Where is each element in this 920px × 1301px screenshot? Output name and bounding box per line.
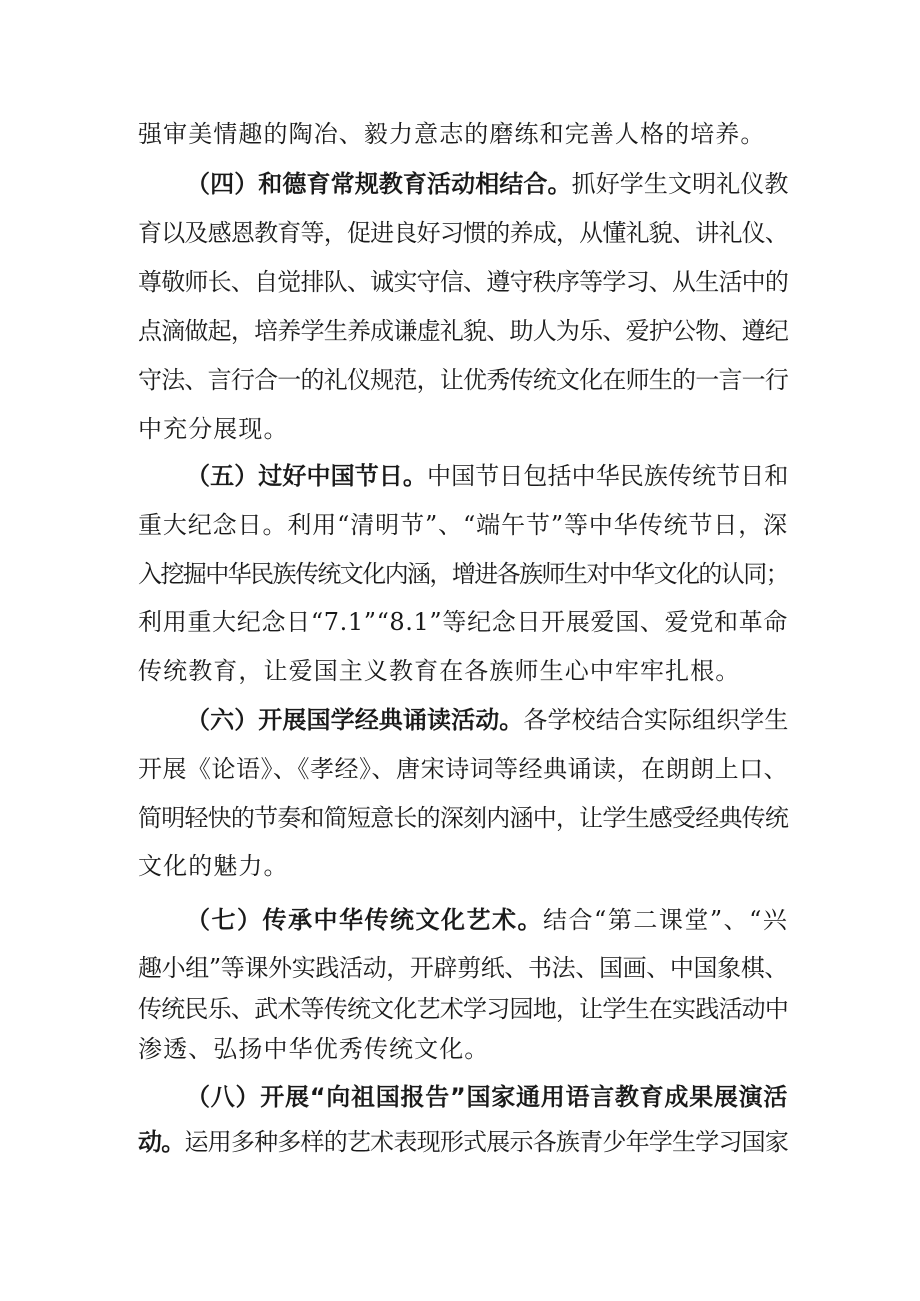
section-six-title: （六）开展国学经典诵读活动。 — [186, 706, 524, 734]
section-five-title: （五）过好中国节日。 — [186, 462, 427, 490]
section-eight-title: （八）开展“向祖国报告”国家通用语言教育成果展演活 — [186, 1083, 788, 1111]
text-line: 文化的魅力。 — [138, 852, 289, 880]
section-six-heading-line — [186, 700, 788, 740]
text-line: 利用重大纪念日“7.1”“8.1”等纪念日开展爱国、爱党和革命 — [138, 608, 788, 636]
section-five-heading-line — [186, 456, 788, 496]
text-line: 传统民乐、武术等传统文化艺术学习园地，让学生在实践活动中 — [138, 995, 788, 1023]
section-eight-title-end: 动。 — [138, 1128, 185, 1156]
section-seven-heading-line — [186, 900, 788, 940]
section-seven-title: （七）传承中华传统文化艺术。 — [186, 906, 544, 934]
section-eight-heading-line — [138, 1122, 788, 1162]
text-line: 传统教育，让爱国主义教育在各族师生心中牢牢扎根。 — [138, 657, 741, 685]
text-line: 渗透、弘扬中华优秀传统文化。 — [138, 1035, 490, 1063]
text-run: 抓好学生文明礼仪教 — [571, 170, 789, 198]
text-line: 趣小组”等课外实践活动，开辟剪纸、书法、国画、中国象棋、 — [138, 954, 788, 982]
text-run: 各学校结合实际组织学生 — [523, 706, 789, 734]
text-line: 简明轻快的节奏和简短意长的深刻内涵中，让学生感受经典传统 — [138, 804, 788, 832]
text-line: 守法、言行合一的礼仪规范，让优秀传统文化在师生的一言一行 — [138, 366, 788, 394]
text-run: 运用多种多样的艺术表现形式展示各族青少年学生学习国家 — [184, 1128, 788, 1156]
text-line: 点滴做起，培养学生养成谦虚礼貌、助人为乐、爱护公物、遵纪 — [138, 317, 788, 345]
text-line: 强审美情趣的陶冶、毅力意志的磨练和完善人格的培养。 — [138, 120, 766, 148]
text-line: 尊敬师长、自觉排队、诚实守信、遵守秩序等学习、从生活中的 — [138, 268, 788, 296]
text-line: 育以及感恩教育等，促进良好习惯的养成，从懂礼貌、讲礼仪、 — [138, 219, 788, 247]
section-four-heading-line — [186, 164, 788, 204]
text-line: 重大纪念日。利用“清明节”、“端午节”等中华传统节日，深 — [138, 511, 788, 539]
text-line: 开展《论语》、《孝经》、唐宋诗词等经典诵读，在朗朗上口、 — [138, 755, 788, 783]
text-line: 中充分展现。 — [138, 415, 289, 443]
section-four-title: （四）和德育常规教育活动相结合。 — [186, 170, 572, 198]
text-run: 中国节日包括中华民族传统节日和 — [427, 462, 789, 490]
text-line: 入挖掘中华民族传统文化内涵，增进各族师生对中华文化的认同； — [138, 560, 788, 588]
text-run: 结合“第二课堂”、“兴 — [543, 906, 788, 934]
